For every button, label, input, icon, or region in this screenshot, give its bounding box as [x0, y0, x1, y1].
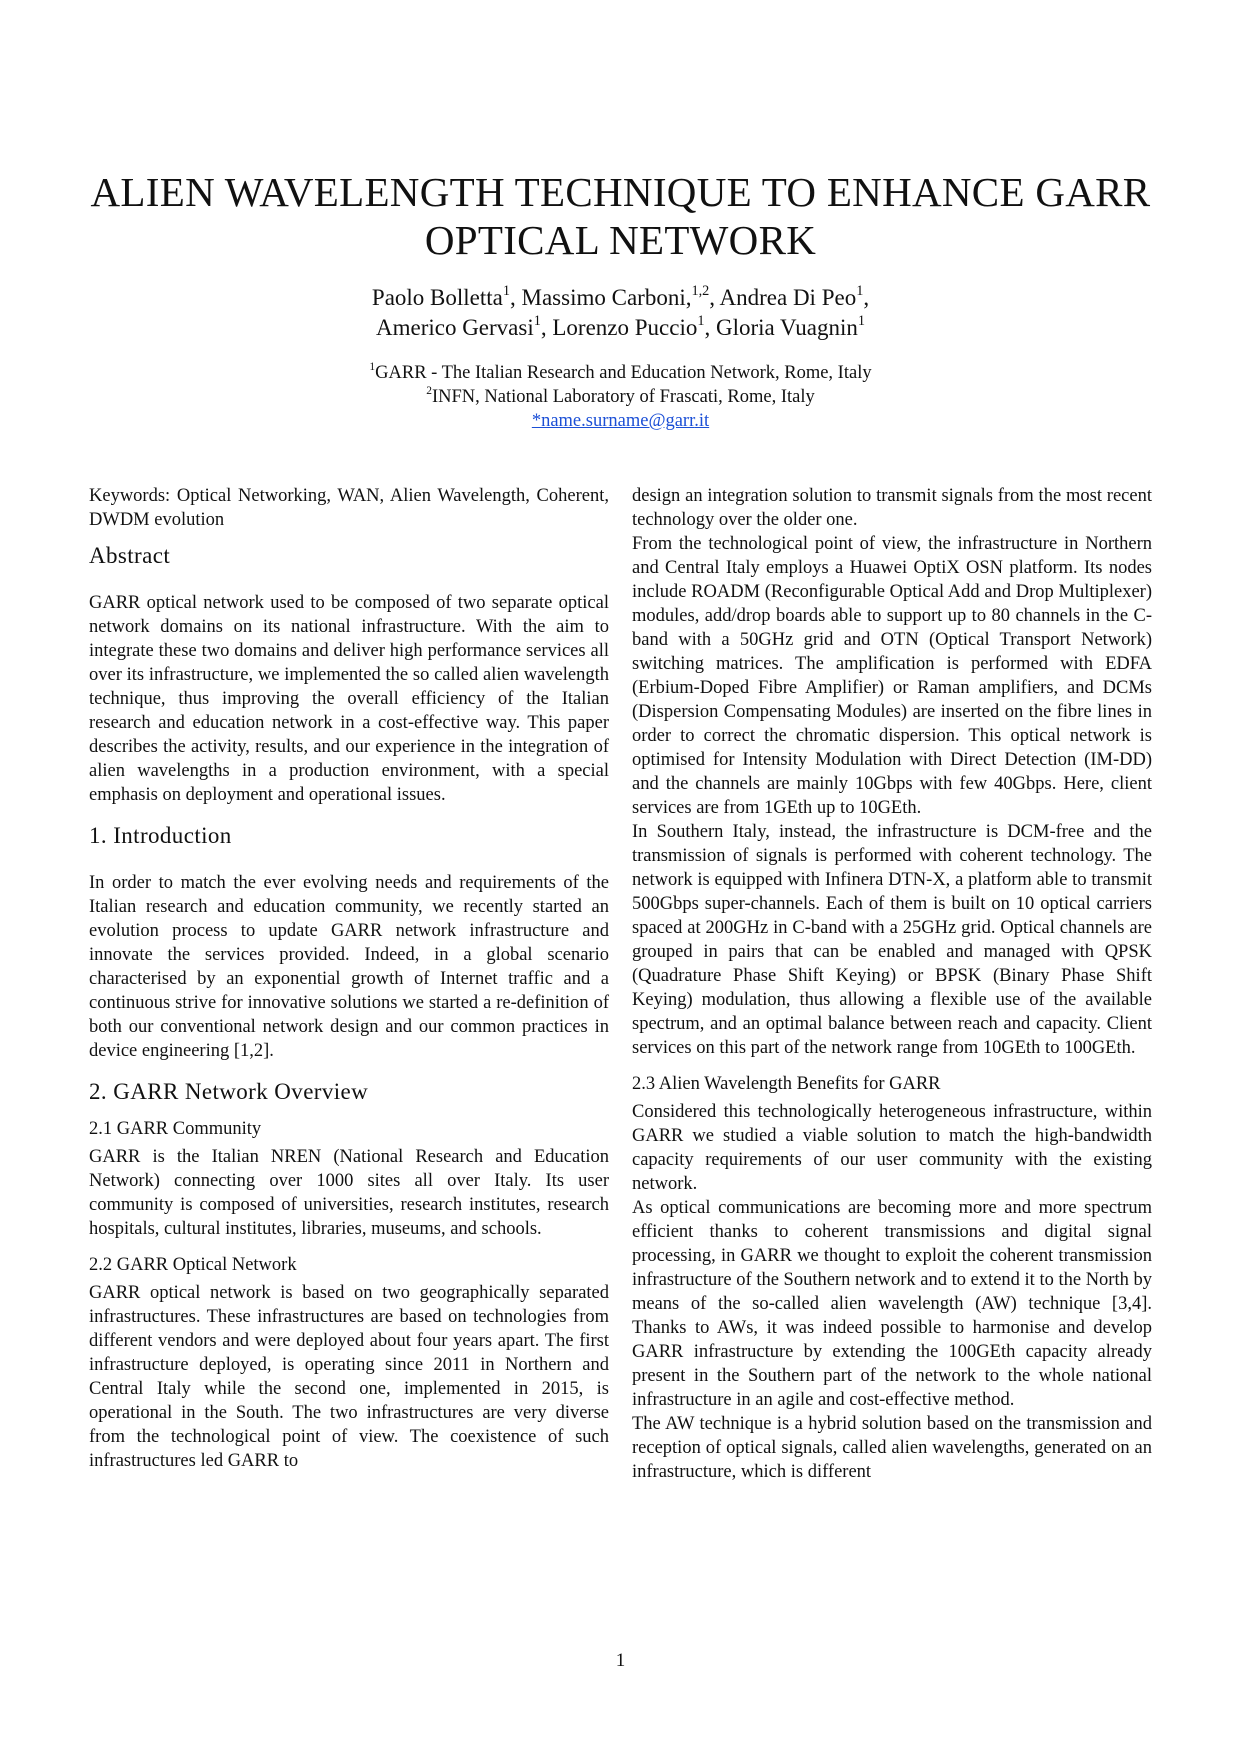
subsection-2-2-heading: 2.2 GARR Optical Network	[89, 1255, 297, 1275]
author-name: Gloria Vuagnin	[715, 315, 858, 340]
author-affil-sup: 1	[857, 312, 866, 329]
subsection-2-3-heading: 2.3 Alien Wavelength Benefits for GARR	[632, 1074, 941, 1094]
subsection-2-1-text: GARR is the Italian NREN (National Research and Education Network) connecting over 1000 sites all over Italy. Its user community is composed of universities, research institutes, research hospitals, cultural institutes, libraries, museums, and schools.	[89, 1147, 609, 1239]
email-link-tail[interactable]: .it	[694, 411, 710, 431]
author-line-2: Americo Gervasi$^1$, Lorenzo Puccio$^1$, Gloria Vuagnin$^1$	[375, 312, 866, 340]
abstract-text: GARR optical network used to be composed of two separate optical network domains on its national infrastructure. With the aim to integrate these two domains and deliver high performance services all over its infrastructure, we implemented the so called alien wavelength technique, thus improving the overall efficiency of the Italian research and education network in a cost-effective way. This paper describes the activity, results, and our experience in the integration of alien wavelengths in a production environment, with a special emphasis on deployment and operational issues.	[89, 593, 609, 805]
author-name: Lorenzo Puccio	[552, 315, 698, 340]
author-affil-sup: 1	[533, 312, 541, 329]
author-affil-sup: 1	[502, 282, 511, 299]
contact-email	[0, 409, 1241, 433]
keywords: Keywords: Optical Networking, WAN, Alien Wavelength, Coherent, DWDM evolution	[89, 486, 609, 530]
author-affil-sup: 1	[856, 282, 864, 299]
overview-heading: 2. GARR Network Overview	[89, 1079, 369, 1104]
subsection-2-3-paragraph-3: The AW technique is a hybrid solution based on the transmission and reception of optical signals, called alien wavelengths, generated on an infrastructure, which is different	[632, 1414, 1152, 1482]
author-affil-sup: 1,2	[691, 282, 710, 299]
subsection-2-1-heading: 2.1 GARR Community	[89, 1119, 262, 1139]
right-paragraph-3: In Southern Italy, instead, the infrastructure is DCM-free and the transmission of signals is performed with coherent technology. The network is equipped with Infinera DTN-X, a platform able to transmit 500Gbps super-channels. Each of them is built on 10 optical carriers spaced at 200GHz in C-band with a 25GHz grid. Optical channels are grouped in pairs that can be enabled and managed with QPSK (Quadrature Phase Shift Keying) or BPSK (Binary Phase Shift Keying) modulation, thus allowing a flexible use of the available spectrum, and an optimal balance between reach and capacity. Client services on this part of the network range from 10GEth to 100GEth.	[632, 822, 1152, 1058]
title-line-1: ALIEN WAVELENGTH TECHNIQUE TO ENHANCE GARR	[90, 169, 1151, 215]
paper-title	[0, 168, 1241, 264]
subsection-2-3-paragraph-1: Considered this technologically heterogeneous infrastructure, within GARR we studied a viable solution to match the high-bandwidth capacity requirements of our user community with the existing network.	[632, 1102, 1152, 1194]
abstract-heading: Abstract	[89, 543, 171, 568]
right-paragraph-1: design an integration solution to transmit signals from the most recent technology over the older one.	[632, 486, 1152, 530]
affiliations	[0, 361, 1241, 433]
author-name: Andrea Di Peo	[719, 285, 857, 310]
email-link[interactable]: *name.surname@garr	[531, 411, 695, 431]
affiliation-1: $^1$GARR - The Italian Research and Education Network, Rome, Italy	[369, 360, 872, 383]
left-column	[89, 484, 609, 1473]
page-number: 1	[615, 1650, 626, 1671]
title-line-2: OPTICAL NETWORK	[424, 217, 817, 263]
subsection-2-3-paragraph-2: As optical communications are becoming more and more spectrum efficient thanks to coherent transmissions and digital signal processing, in GARR we thought to exploit the coherent transmission infrastructure of the Southern network and to extend it to the North by means of the so-called alien wavelength (AW) technique [3,4]. Thanks to AWs, it was indeed possible to harmonise and develop GARR infrastructure by extending the 100GEth capacity already present in the Southern part of the network to the whole national infrastructure in an agile and cost-effective method.	[632, 1198, 1152, 1410]
right-column	[632, 484, 1152, 1484]
author-list	[0, 283, 1241, 343]
right-paragraph-2: From the technological point of view, the infrastructure in Northern and Central Italy employs a Huawei OptiX OSN platform. Its nodes include ROADM (Reconfigurable Optical Add and Drop Multiplexer) modules, add/drop boards able to support up to 80 channels in the C-band with a 50GHz grid and OTN (Optical Transport Network) switching matrices. The amplification is performed with EDFA (Erbium-Doped Fibre Amplifier) or Raman amplifiers, and DCMs (Dispersion Compensating Modules) are inserted on the fibre lines in order to correct the chromatic dispersion. This optical network is optimised for Intensity Modulation with Direct Detection (IM-DD) and the channels are mainly 10Gbps with few 40Gbps. Here, client services are from 1GEth up to 10GEth.	[632, 534, 1152, 818]
subsection-2-2-text: GARR optical network is based on two geographically separated infrastructures. These infrastructures are based on technologies from different vendors and were deployed about four years apart. The first infrastructure deployed, is operating since 2011 in Northern and Central Italy while the second one, implemented in 2015, is operational in the South. The two infrastructures are very diverse from the technological point of view. The coexistence of such infrastructures led GARR to	[89, 1283, 609, 1471]
author-line-1: Paolo Bolletta$^1$, Massimo Carboni,$^{1,2}$, Andrea Di Peo$^1$,	[371, 282, 870, 310]
author-name: Massimo Carboni,	[521, 285, 692, 310]
author-affil-sup: 1	[697, 312, 705, 329]
author-name: Americo Gervasi	[375, 315, 534, 340]
introduction-heading: 1. Introduction	[89, 823, 232, 848]
introduction-text: In order to match the ever evolving needs and requirements of the Italian research and education community, we recently started an evolution process to update GARR network infrastructure and innovate the services provided. Indeed, in a global scenario characterised by an exponential growth of Internet traffic and a continuous strive for innovative solutions we started a re-definition of both our conventional network design and our common practices in device engineering [1,2].	[89, 873, 609, 1061]
author-name: Paolo Bolletta	[371, 285, 503, 310]
affiliation-2: $^2$INFN, National Laboratory of Frascati, Rome, Italy	[426, 384, 815, 407]
